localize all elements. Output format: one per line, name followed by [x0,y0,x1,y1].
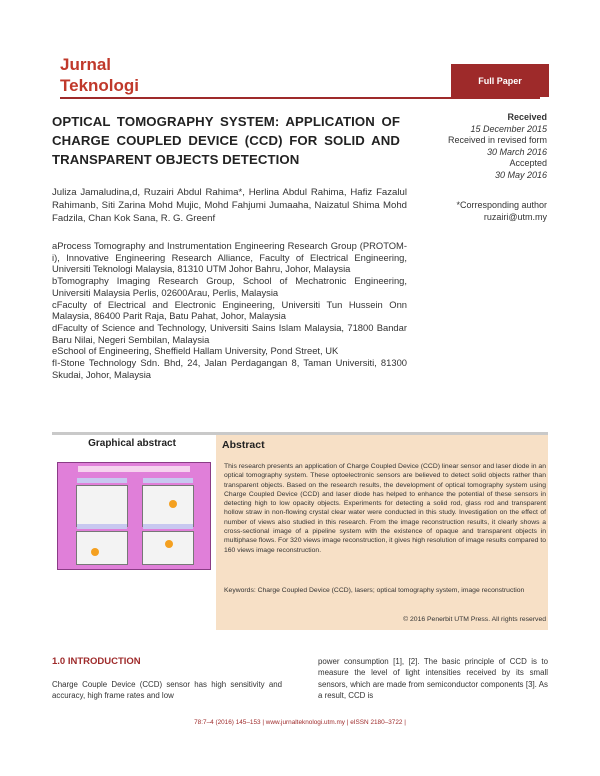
image-header-bar [78,466,190,472]
affiliation: fI-Stone Technology Sdn. Bhd, 24, Jalan Perdagangan 8, Taman Universiti, 81300 Skudai, Johor, Malaysia [52,357,407,380]
received-label: Received [507,112,547,122]
journal-name [60,54,139,96]
image-panel [76,485,128,527]
image-panel [142,485,194,527]
corresponding-label: *Corresponding author [456,200,547,210]
accepted-date: 30 May 2016 [494,169,547,180]
author-list: Juliza Jamaludina,d, Ruzairi Abdul Rahima*, Herlina Abdul Rahima, Hafiz Fazalul Rahimanb, Siti Zarina Mohd Mujic, Mohd Fahjumi Jumaaha, Naizatul Shima Mohd Fadzila, Chan Kok Sana, R. G. Greenf [52,187,407,224]
revised-date: 30 March 2016 [486,146,547,157]
corresponding-email[interactable]: ruzairi@utm.my [483,211,547,222]
affiliation: cFaculty of Electrical and Electronic Engineering, Universiti Tun Hussein Onn Malaysia, 86400 Parit Raja, Batu Pahat, Johor, Malaysia [52,298,407,322]
keywords: Keywords: Charge Coupled Device (CCD), lasers; optical tomography system, image reconstruction [224,587,525,594]
journal-name-line1: Jurnal [60,55,112,74]
panel-caption-bar [143,524,193,529]
copyright: © 2016 Penerbit UTM Press. All rights reserved [403,616,546,623]
page-footer: 78:7–4 (2016) 145–153 | www.jurnalteknologi.utm.my | eISSN 2180–3722 | [194,719,406,726]
dates-block [415,112,547,181]
affiliation: eSchool of Engineering, Sheffield Hallam University, Pond Street, UK [52,345,339,357]
journal-name-line2: Teknologi [60,76,140,95]
abstract-title: Abstract [222,439,265,451]
graphical-abstract-image [57,462,211,570]
paper-title: OPTICAL TOMOGRAPHY SYSTEM: APPLICATION OF CHARGE COUPLED DEVICE (CCD) FOR SOLID AND TRANSPARENT OBJECTS DETECTION [52,114,400,167]
affiliation: dFaculty of Science and Technology, Universiti Sains Islam Malaysia, 71800 Bandar Baru Nilai, Negeri Sembilan, Malaysia [52,321,407,345]
body-column-left: Charge Couple Device (CCD) sensor has high sensitivity and accuracy, high frame rates and low [52,680,282,701]
panel-caption-bar [77,524,127,529]
panel-caption-bar [77,478,127,483]
corresponding-author [415,200,547,223]
revised-label: Received in revised form [447,135,547,145]
full-paper-badge: Full Paper [451,64,549,97]
image-panel [142,531,194,565]
object-blob [91,548,99,556]
affiliations [52,240,407,380]
object-blob [169,500,177,508]
affiliation: aProcess Tomography and Instrumentation Engineering Research Group (PROTOM-i), Innovative Engineering Research Alliance, Faculty of Electrical Engineering, Universiti Teknologi Malaysia, 81310 UTM Johor Bahru, Johor, Malaysia [52,240,407,275]
affiliation: bTomography Imaging Research Group, School of Mechatronic Engineering, Universiti Malaysia Perlis, 02600Arau, Perlis, Malaysia [52,275,407,298]
section-heading: 1.0 INTRODUCTION [52,656,141,667]
accepted-label: Accepted [509,158,547,168]
received-date: 15 December 2015 [470,123,547,134]
header-divider [60,97,540,99]
image-panel [76,531,128,565]
graphical-abstract-title: Graphical abstract [88,438,176,449]
object-blob [165,540,173,548]
abstract-text: This research presents an application of Charge Coupled Device (CCD) linear sensor and laser diode in an optical tomography system. These optoelectronic sensors are believed to detect solid objects rather than transparent objects. Based on the research results, the development of optical tomography system using Charge Coupled Device (CCD) and laser diode has helped to enhance the potential of these sensors in detecting high to low opacity objects. Experiments for detecting a solid rod, glass rod and transparent hollow straw in non-flowing crystal clear water were conducted in this study. Investigation on the effect of number of views also studied in this research. From the image reconstruction results, it clearly shows a cross-sectional image of a pipeline system with the existence of opaque and transparent objects in multiphase flows. For 320 views image reconstruction, it gives high resolution of image results compared to 160 views image reconstruction. [224,463,546,554]
panel-caption-bar [143,478,193,483]
body-column-right: power consumption [1], [2]. The basic principle of CCD is to measure the level of light intensities received by its small sensors, which are made from semiconductor components [3]. As a result, CCD is [318,657,548,700]
